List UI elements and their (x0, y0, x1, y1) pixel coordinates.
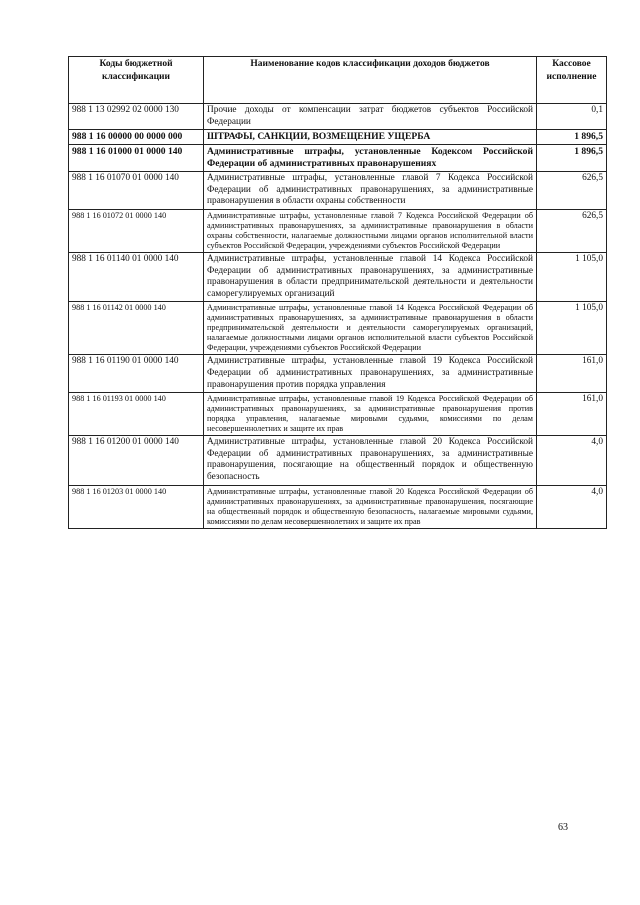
row-code: 988 1 16 01203 01 0000 140 (69, 485, 204, 528)
row-name: Административные штрафы, установленные главой 14 Кодекса Российской Федерации об административных правонарушениях, за административные правонарушения в области предпринимательской деятельности и деятельности саморегулируемых организаций (204, 253, 537, 302)
row-name: Административные штрафы, установленные главой 14 Кодекса Российской Федерации об административных правонарушениях, за административные правонарушения в области предпринимательской деятельности и деятельности саморегулируемых организаций, налагаемые должностными лицами органов исполнительной власти субъектов Российской Федерации, учреждениями субъектов Российской Федерации (204, 302, 537, 355)
row-amount: 0,1 (537, 104, 607, 130)
row-amount: 1 105,0 (537, 302, 607, 355)
row-name: Административные штрафы, установленные главой 19 Кодекса Российской Федерации об административных правонарушениях, за административные правонарушения против порядка управления (204, 355, 537, 393)
row-name: Административные штрафы, установленные главой 20 Кодекса Российской Федерации об административных правонарушениях, за административные правонарушения, посягающие на общественный порядок и общественную безопасность (204, 436, 537, 485)
row-name: Административные штрафы, установленные главой 7 Кодекса Российской Федерации об административных правонарушениях, за административные правонарушения в области охраны собственности (204, 172, 537, 210)
table-row (69, 104, 607, 130)
row-amount: 161,0 (537, 393, 607, 436)
row-code: 988 1 16 01000 01 0000 140 (69, 145, 204, 172)
row-name: Прочие доходы от компенсации затрат бюджетов субъектов Российской Федерации (204, 104, 537, 130)
row-code: 988 1 16 01072 01 0000 140 (69, 210, 204, 253)
header-name: Наименование кодов классификации доходов бюджетов (204, 57, 537, 104)
table-row (69, 485, 607, 528)
row-amount: 626,5 (537, 172, 607, 210)
row-amount: 626,5 (537, 210, 607, 253)
row-code: 988 1 16 01142 01 0000 140 (69, 302, 204, 355)
table-row (69, 253, 607, 302)
table-row (69, 302, 607, 355)
row-name: Административные штрафы, установленные главой 7 Кодекса Российской Федерации об административных правонарушениях, за административные правонарушения в области охраны собственности, налагаемые должностными лицами органов исполнительной власти субъектов Российской Федерации, учреждениями субъектов Российской Федерации (204, 210, 537, 253)
row-code: 988 1 16 00000 00 0000 000 (69, 130, 204, 145)
table-row (69, 210, 607, 253)
row-code: 988 1 13 02992 02 0000 130 (69, 104, 204, 130)
table-row (69, 172, 607, 210)
row-amount: 4,0 (537, 436, 607, 485)
row-name: Административные штрафы, установленные главой 19 Кодекса Российской Федерации об административных правонарушениях, за административные правонарушения против порядка управления, налагаемые мировыми судьями, комиссиями по делам несовершеннолетних и защите их прав (204, 393, 537, 436)
row-name: Административные штрафы, установленные Кодексом Российской Федерации об административных правонарушениях (204, 145, 537, 172)
row-code: 988 1 16 01140 01 0000 140 (69, 253, 204, 302)
row-name: Административные штрафы, установленные главой 20 Кодекса Российской Федерации об административных правонарушениях, за административные правонарушения, посягающие на общественный порядок и общественную безопасность, налагаемые мировыми судьями, комиссиями по делам несовершеннолетних и защите их прав (204, 485, 537, 528)
revenue-table (68, 56, 607, 529)
table-row (69, 145, 607, 172)
row-amount: 1 105,0 (537, 253, 607, 302)
document-page (68, 56, 606, 529)
table-row (69, 130, 607, 145)
row-name: ШТРАФЫ, САНКЦИИ, ВОЗМЕЩЕНИЕ УЩЕРБА (204, 130, 537, 145)
row-amount: 1 896,5 (537, 145, 607, 172)
table-row (69, 393, 607, 436)
row-code: 988 1 16 01070 01 0000 140 (69, 172, 204, 210)
row-code: 988 1 16 01200 01 0000 140 (69, 436, 204, 485)
header-code: Коды бюджетной классификации (69, 57, 204, 104)
row-amount: 161,0 (537, 355, 607, 393)
row-code: 988 1 16 01193 01 0000 140 (69, 393, 204, 436)
row-code: 988 1 16 01190 01 0000 140 (69, 355, 204, 393)
table-row (69, 436, 607, 485)
header-amount: Кассовое исполнение (537, 57, 607, 104)
table-row (69, 355, 607, 393)
row-amount: 4,0 (537, 485, 607, 528)
table-body (69, 104, 607, 529)
table-header-row (69, 57, 607, 104)
page-number: 63 (558, 822, 568, 833)
row-amount: 1 896,5 (537, 130, 607, 145)
